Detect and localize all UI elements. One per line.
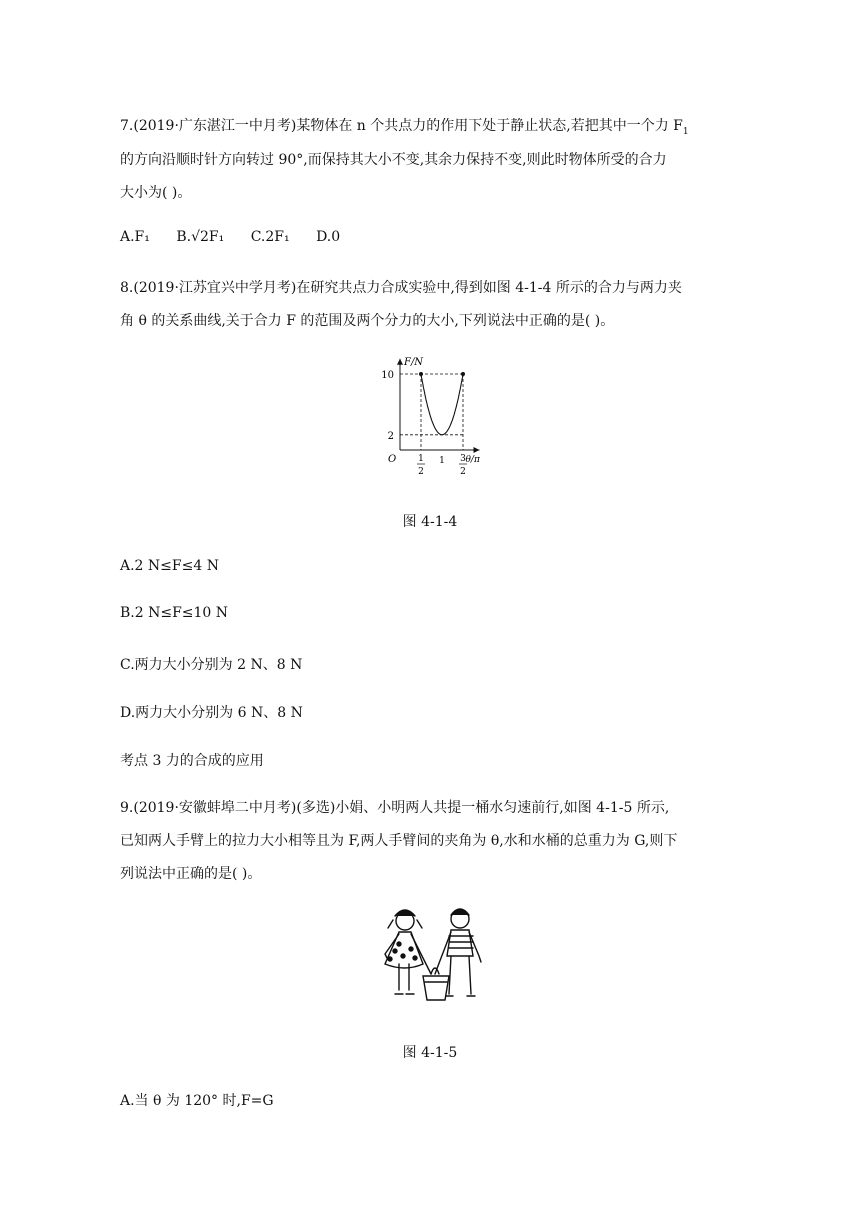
- figure-caption-4-1-4: 图 4-1-4: [402, 514, 458, 530]
- x-tick-denominator: 2: [460, 467, 466, 477]
- q7-options: [120, 229, 362, 245]
- x-axis-arrow: [474, 447, 480, 453]
- q7-line1-text: 7.(2019·广东湛江一中月考)某物体在 n 个共点力的作用下处于静止状态,若把其中一个力 F: [120, 118, 683, 134]
- x-axis-label: θ/π: [465, 455, 480, 465]
- q9-line1: 9.(2019·安徽蚌埠二中月考)(多选)小娟、小明两人共提一桶水匀速前行,如图 4-1-5 所示,: [120, 800, 670, 816]
- force-angle-chart: [360, 350, 500, 490]
- q7-line2: 的方向沿顺时针方向转过 90°,而保持其大小不变,其余力保持不变,则此时物体所受的合力: [120, 152, 667, 168]
- y-tick-label: 10: [381, 370, 394, 381]
- q8-option-d: D.两力大小分别为 6 N、8 N: [120, 705, 303, 721]
- curve-point-left: [419, 372, 423, 376]
- q8-line1: 8.(2019·江苏宜兴中学月考)在研究共点力合成实验中,得到如图 4-1-4 所示的合力与两力夹: [120, 280, 682, 296]
- children-carrying-bucket-illustration: [375, 906, 490, 1011]
- resultant-force-curve: [421, 374, 463, 435]
- q7-option-d: D.0: [316, 229, 341, 245]
- section-heading: 考点 3 力的合成的应用: [120, 753, 264, 769]
- y-axis-arrow: [397, 359, 403, 365]
- q9-line2: 已知两人手臂上的拉力大小相等且为 F,两人手臂间的夹角为 θ,水和水桶的总重力为 G,则下: [120, 833, 678, 849]
- subscript-1: 1: [682, 126, 689, 137]
- q8-option-a: A.2 N≤F≤4 N: [120, 558, 219, 574]
- x-tick-label: 1: [439, 456, 445, 466]
- x-tick-numerator: 1: [418, 454, 424, 464]
- q7-option-a: A.F₁: [120, 229, 150, 245]
- x-tick-denominator: 2: [418, 467, 424, 477]
- q9-option-a: A.当 θ 为 120° 时,F=G: [120, 1093, 274, 1109]
- q8-option-b: B.2 N≤F≤10 N: [120, 605, 229, 621]
- q7-option-c: C.2F₁: [250, 229, 290, 245]
- curve-point-right: [461, 372, 465, 376]
- y-axis-label: F/N: [404, 356, 424, 368]
- q7-option-b: B.√2F₁: [176, 229, 225, 245]
- q8-line2: 角 θ 的关系曲线,关于合力 F 的范围及两个分力的大小,下列说法中正确的是( )。: [120, 313, 615, 329]
- figure-caption-4-1-5: 图 4-1-5: [402, 1045, 458, 1061]
- origin-label: O: [388, 454, 397, 465]
- q8-option-c: C.两力大小分别为 2 N、8 N: [120, 657, 303, 673]
- q9-line3: 列说法中正确的是( )。: [120, 866, 262, 882]
- q7-line1: [120, 115, 689, 137]
- x-tick-numerator: 3: [460, 454, 466, 464]
- y-tick-label: 2: [387, 430, 394, 442]
- q7-line3: 大小为( )。: [120, 185, 192, 201]
